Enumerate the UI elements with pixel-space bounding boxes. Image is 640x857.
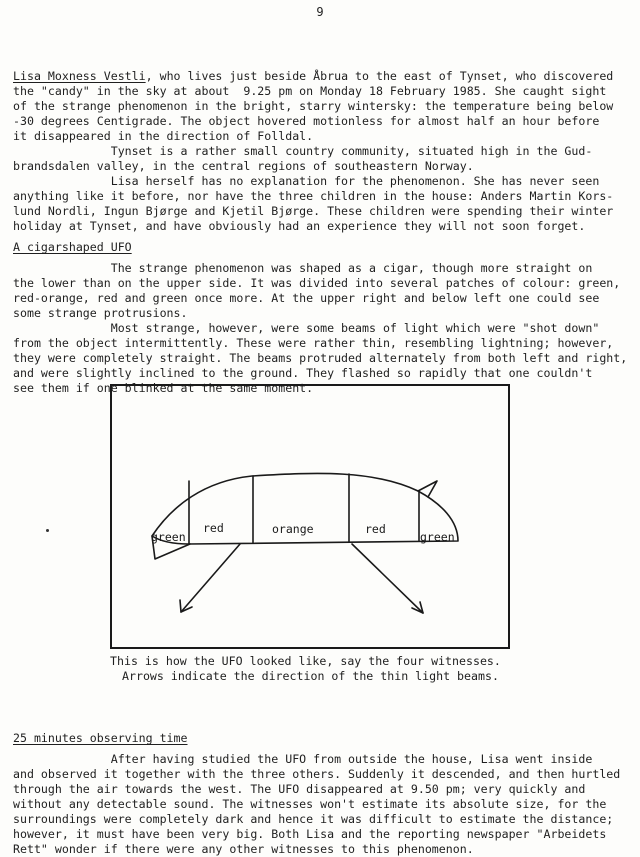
- intro-line: holiday at Tynset, and have obviously had an experience they will not soon forget.: [13, 219, 586, 233]
- section1-line: The strange phenomenon was shaped as a cigar, though more straight on: [13, 261, 593, 275]
- section2-line: without any detectable sound. The witnesses won't estimate its absolute size, for the: [13, 797, 607, 811]
- intro-line: lund Nordli, Ingun Bjørge and Kjetil Bjørge. These children were spending their winter: [13, 204, 614, 218]
- caption-line-1: This is how the UFO looked like, say the four witnesses.: [110, 654, 501, 668]
- section-heading-cigarshaped-ufo: A cigarshaped UFO: [13, 240, 132, 254]
- figure-caption: [110, 654, 530, 684]
- intro-line: Tynset is a rather small country community, situated high in the Gud-: [13, 144, 593, 158]
- section-heading-observing-time: 25 minutes observing time: [13, 731, 188, 745]
- section2-line: Rett" wonder if there were any other witnesses to this phenomenon.: [13, 842, 474, 856]
- intro-line: the "candy" in the sky at about 9.25 pm on Monday 18 February 1985. She caught sight: [13, 84, 607, 98]
- patch-label-green-left: green: [151, 530, 186, 544]
- section1-line: some strange protrusions.: [13, 306, 188, 320]
- patch-label-red-right: red: [365, 522, 386, 536]
- intro-line: anything like it before, nor have the three children in the house: Anders Martin Kors-: [13, 189, 614, 203]
- intro-line: Lisa herself has no explanation for the phenomenon. She has never seen: [13, 174, 600, 188]
- section2-line: through the air towards the west. The UFO disappeared at 9.50 pm; very quickly and: [13, 782, 586, 796]
- witness-name: Lisa Moxness Vestli: [13, 69, 146, 83]
- section1-line: they were completely straight. The beams protruded alternately from both left and right,: [13, 351, 628, 365]
- patch-label-red-left: red: [203, 521, 224, 535]
- page-number: 9: [316, 5, 324, 19]
- ufo-sketch-figure: [110, 384, 510, 649]
- section1-line: see them if one blinked at the same moment.: [13, 381, 314, 395]
- section2-line: however, it must have been very big. Both Lisa and the reporting newspaper "Arbeidets: [13, 827, 607, 841]
- caption-line-2: Arrows indicate the direction of the thin light beams.: [122, 669, 499, 683]
- intro-line: brandsdalen valley, in the central regions of southeastern Norway.: [13, 159, 474, 173]
- ufo-drawing: [112, 386, 508, 647]
- light-beam-arrow-right: [352, 544, 423, 613]
- section1-line: and were slightly inclined to the ground. They flashed so rapidly that one couldn't: [13, 366, 593, 380]
- patch-label-orange: orange: [272, 522, 314, 536]
- intro-line: -30 degrees Centigrade. The object hovered motionless for almost half an hour before: [13, 114, 600, 128]
- light-beam-arrow-left: [181, 544, 240, 612]
- stray-mark: [46, 529, 49, 532]
- upper-right-protrusion: [418, 481, 437, 497]
- section1-line: Most strange, however, were some beams of light which were "shot down": [13, 321, 600, 335]
- section1-line: the lower than on the upper side. It was divided into several patches of colour: green,: [13, 276, 621, 290]
- patch-label-green-right: green: [420, 530, 455, 544]
- intro-line: of the strange phenomenon in the bright, starry wintersky: the temperature being below: [13, 99, 614, 113]
- section2-line: and observed it together with the three others. Suddenly it descended, and then hurtled: [13, 767, 621, 781]
- section1-line: red-orange, red and green once more. At the upper right and below left one could see: [13, 291, 600, 305]
- section2-line: surroundings were completely dark and hence it was difficult to estimate the distance;: [13, 812, 614, 826]
- section2-line: After having studied the UFO from outside the house, Lisa went inside: [13, 752, 593, 766]
- intro-line-1: Lisa Moxness Vestli, who lives just beside Åbrua to the east of Tynset, who discovered: [13, 69, 614, 83]
- intro-line: it disappeared in the direction of Folldal.: [13, 129, 314, 143]
- section1-line: from the object intermittently. These were rather thin, resembling lightning; however,: [13, 336, 614, 350]
